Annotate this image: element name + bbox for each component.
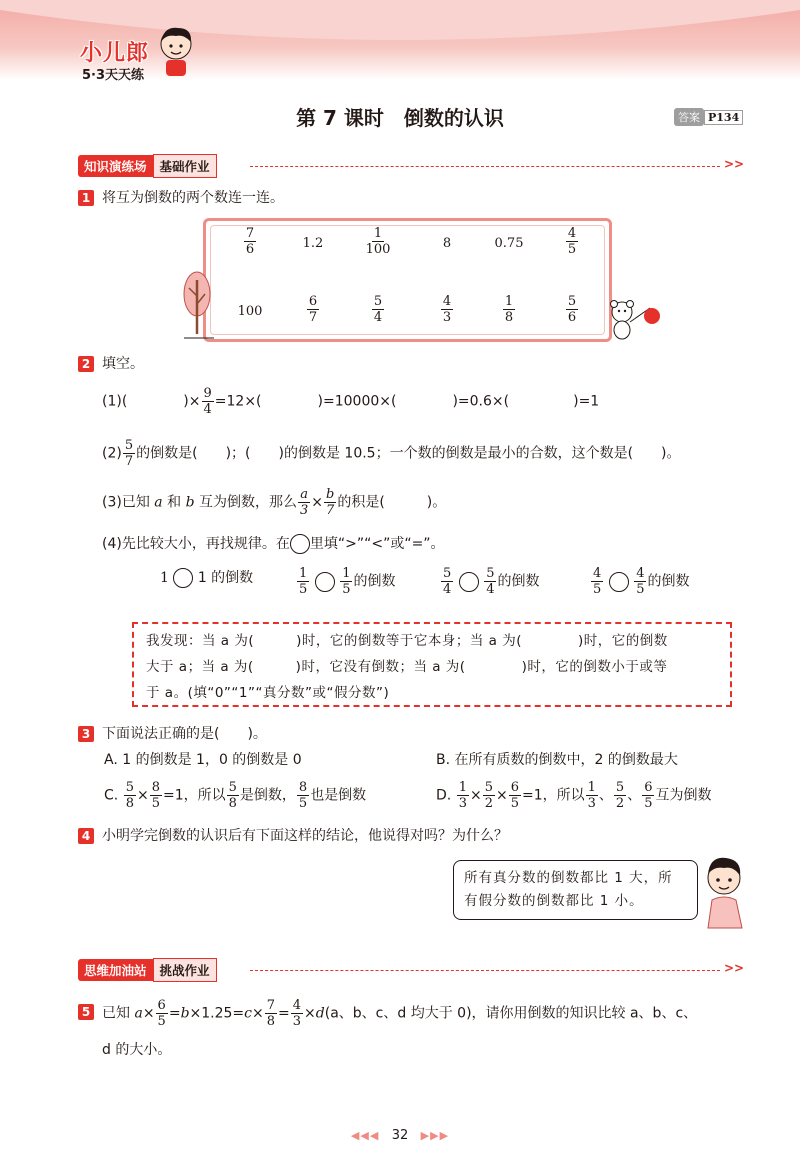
q2-p1-a: (1)( (102, 393, 128, 410)
q2-p3-times: × (311, 494, 323, 511)
matching-bottom-item-2[interactable] (283, 294, 343, 325)
frac-num: 5 (124, 438, 134, 453)
compare-item-2 (296, 566, 395, 597)
frac-den: 4 (373, 310, 383, 325)
compare-circle-icon (290, 534, 310, 554)
q5-times-2: × (252, 1005, 264, 1022)
q5-mid1: ×1.25= (189, 1005, 245, 1022)
speech-bubble (453, 860, 698, 920)
frac-num: 5 (567, 294, 577, 309)
c3-left-frac (441, 566, 453, 597)
boy-xiaoming-icon (700, 852, 750, 930)
frac-num: 1 (504, 294, 514, 309)
q2-p1-fraction (202, 386, 214, 417)
question-2-number: 2 (78, 356, 94, 372)
section-challenge-tag-a: 思维加油站 (78, 959, 153, 981)
discovery-line-3: 于 a。(填“0”“1”“真分数”或“假分数”) (146, 685, 390, 701)
q2-p3-var-a: a (154, 494, 163, 511)
q2-p4-text2: 里填“>”“<”或“=”。 (309, 536, 445, 552)
q2-p1-e: )=0.6×( (452, 393, 510, 410)
q3-d-end: 互为倒数 (655, 787, 712, 804)
frac-den: 5 (342, 582, 351, 597)
compare-circle-1[interactable] (173, 568, 193, 588)
q3-d-times2: × (495, 787, 508, 804)
q3-d-f5 (614, 780, 626, 811)
q3-d-comma1: 、 (598, 787, 613, 804)
c2-right-frac (340, 566, 352, 597)
compare-item-4 (590, 566, 689, 597)
question-5-line2: d 的大小。 (102, 1042, 172, 1058)
matching-bottom-item-1[interactable] (220, 294, 280, 319)
matching-bottom-item-3[interactable] (348, 294, 408, 325)
frac-den: 5 (644, 796, 653, 811)
q2-p1-b: )× (183, 393, 201, 410)
q2-p3-fraction1 (298, 487, 310, 518)
q5-var-a: a (134, 1005, 143, 1022)
c3-right-frac (484, 566, 496, 597)
q2-p3-c: 互为倒数，那么 (198, 494, 297, 511)
bear-icon (604, 296, 664, 342)
q2-part1 (102, 386, 599, 417)
matching-fraction (566, 294, 578, 325)
c1-right: 1 的倒数 (197, 570, 254, 586)
q5-var-c: c (244, 1005, 253, 1022)
discovery-line-2: 大于 a；当 a 为( )时，它没有倒数；当 a 为( )时，它的倒数小于或等 (146, 659, 668, 675)
q3-d-f2 (483, 780, 495, 811)
q5-rest: (a、b、c、d 均大于 0)，请你用倒数的知识比较 a、b、c、 (324, 1005, 698, 1022)
frac-num: 4 (442, 294, 452, 309)
compare-item-1 (160, 568, 253, 588)
matching-fraction (372, 294, 384, 325)
matching-top-item-6[interactable] (542, 226, 602, 257)
frac-num: 5 (615, 780, 625, 795)
q5-f3 (291, 998, 303, 1029)
frac-den: 5 (510, 796, 519, 811)
q3-d-f3 (509, 780, 521, 811)
frac-num: a (300, 487, 308, 502)
frac-den: 8 (228, 796, 237, 811)
c2-suffix: 的倒数 (353, 573, 396, 590)
c2-left-frac (297, 566, 309, 597)
frac-num: 1 (587, 780, 596, 795)
matching-top-item-4[interactable] (417, 226, 477, 251)
c4-right-frac (634, 566, 646, 597)
q5-var-d: d (315, 1005, 325, 1022)
frac-den: 8 (125, 796, 134, 811)
frac-num: 5 (125, 780, 134, 795)
frac-num: 8 (151, 780, 160, 795)
frac-num: 4 (636, 566, 645, 581)
frac-num: 7 (266, 998, 276, 1013)
q5-eq2: = (278, 1005, 290, 1022)
frac-num: 1 (373, 226, 383, 241)
answer-page-label: P134 (704, 110, 743, 125)
q3-c-f4 (297, 780, 309, 811)
q3-c-times: × (136, 787, 149, 804)
frac-den: 6 (567, 310, 577, 325)
frac-den: 6 (245, 242, 255, 257)
c4-left-frac (591, 566, 603, 597)
matching-fraction (244, 226, 256, 257)
compare-circle-2[interactable] (315, 572, 335, 592)
question-4-number: 4 (78, 828, 94, 844)
q5-pre: 已知 (102, 1005, 130, 1022)
q3-c-pre: C. (104, 787, 119, 804)
matching-fraction (441, 294, 453, 325)
section-challenge-heading (78, 960, 217, 980)
matching-value: 0.75 (494, 236, 524, 251)
frac-num: 5 (443, 566, 452, 581)
frac-den: 3 (299, 503, 309, 518)
q3-c-end: 也是倒数 (310, 787, 367, 804)
frac-num: 9 (203, 386, 212, 401)
q5-times-3: × (304, 1005, 316, 1022)
matching-fraction (364, 226, 393, 257)
matching-value: 100 (237, 304, 263, 319)
q5-var-b: b (180, 1005, 190, 1022)
q2-p3-b: 和 (167, 494, 182, 511)
c4-suffix: 的倒数 (647, 573, 690, 590)
section-basic-tag-b: 基础作业 (153, 154, 217, 178)
footer-left-arrows-icon: ◀◀◀ (350, 1129, 380, 1142)
question-4-text: 小明学完倒数的认识后有下面这样的结论，他说得对吗？为什么？ (102, 828, 508, 844)
compare-circle-4[interactable] (609, 572, 629, 592)
frac-num: 1 (299, 566, 308, 581)
q2-p3-var-b: b (185, 494, 195, 511)
frac-den: 4 (203, 402, 212, 417)
frac-num: 6 (510, 780, 519, 795)
q3-option-c[interactable] (104, 780, 366, 811)
q2-p4-text: (4)先比较大小，再找规律。在 (102, 536, 290, 552)
q3-option-d[interactable] (436, 780, 711, 811)
discovery-line-1: 我发现：当 a 为( )时，它的倒数等于它本身；当 a 为( )时，它的倒数 (146, 633, 668, 649)
matching-value: 1.2 (302, 236, 324, 251)
compare-item-3 (440, 566, 539, 597)
frac-den: 8 (266, 1014, 276, 1029)
frac-den: 3 (292, 1014, 302, 1029)
frac-den: 100 (365, 242, 391, 257)
q2-p3-d: 的积是( )。 (337, 494, 447, 511)
q2-part2 (102, 438, 681, 469)
matching-top-item-1[interactable] (220, 226, 280, 257)
section-arrow-icon-2: >> (724, 961, 745, 975)
q2-p1-d: )=10000×( (317, 393, 397, 410)
matching-bottom-item-6[interactable] (542, 294, 602, 325)
frac-num: 5 (373, 294, 383, 309)
frac-num: 6 (157, 998, 166, 1013)
q3-c-f1 (124, 780, 136, 811)
section-basic-tag-a: 知识演练场 (78, 155, 153, 177)
frac-num: 8 (298, 780, 308, 795)
q2-p2-fraction (123, 438, 135, 469)
page-number (0, 1128, 800, 1143)
bubble-line-2: 有假分数的倒数都比 1 小。 (464, 893, 644, 909)
frac-num: 5 (486, 566, 495, 581)
q2-p3-fraction2 (324, 487, 336, 518)
frac-den: 4 (486, 582, 495, 597)
frac-num: 4 (567, 226, 577, 241)
section-arrow-icon: >> (724, 157, 745, 171)
q3-c-f3 (227, 780, 239, 811)
frac-den: 7 (308, 310, 318, 325)
frac-den: 7 (326, 503, 335, 518)
q5-eq1: = (168, 1005, 181, 1022)
compare-circle-3[interactable] (459, 572, 479, 592)
q3-d-mid: =1，所以 (522, 787, 585, 804)
frac-den: 3 (458, 796, 467, 811)
matching-top-item-5[interactable] (479, 226, 539, 251)
matching-fraction (503, 294, 515, 325)
c1-left: 1 (160, 570, 169, 586)
bubble-line-1: 所有真分数的倒数都比 1 大，所 (464, 870, 673, 886)
frac-num: 6 (644, 780, 653, 795)
matching-fraction (566, 226, 578, 257)
question-5-number: 5 (78, 1004, 94, 1020)
frac-den: 2 (615, 796, 625, 811)
frac-den: 3 (442, 310, 452, 325)
frac-den: 5 (567, 242, 577, 257)
footer-right-arrows-icon: ▶▶▶ (420, 1129, 450, 1142)
frac-num: b (326, 487, 335, 502)
q3-d-f1 (457, 780, 469, 811)
q2-p2-b: 的倒数是( )；( )的倒数是 10.5；一个数的倒数是最小的合数，这个数是( )。 (136, 445, 681, 462)
frac-den: 5 (636, 582, 645, 597)
mascot-boy-icon (154, 22, 198, 78)
q3-d-times1: × (469, 787, 482, 804)
section-basic-heading (78, 156, 217, 176)
section-divider (250, 166, 720, 167)
q3-d-pre: D. (436, 787, 452, 804)
q2-part3 (102, 487, 446, 518)
q2-p1-c: =12×( (214, 393, 262, 410)
q3-c-mid2: 是倒数， (239, 787, 296, 804)
page-number-value: 32 (391, 1128, 409, 1143)
q3-c-mid1: =1，所以 (162, 787, 226, 804)
frac-den: 5 (151, 796, 160, 811)
question-5-text (102, 998, 697, 1029)
matching-value: 8 (442, 236, 452, 251)
question-1-number: 1 (78, 190, 94, 206)
frac-den: 2 (484, 796, 493, 811)
frac-num: 5 (228, 780, 237, 795)
frac-num: 4 (593, 566, 602, 581)
q3-d-f6 (642, 780, 654, 811)
q2-part4 (102, 534, 445, 554)
frac-num: 6 (308, 294, 318, 309)
matching-top-item-3[interactable] (348, 226, 408, 257)
frac-den: 5 (157, 1014, 166, 1029)
q2-p1-f: )=1 (573, 393, 600, 410)
section-divider-2 (250, 970, 720, 971)
question-3-number: 3 (78, 726, 94, 742)
matching-bottom-item-4[interactable] (417, 294, 477, 325)
frac-den: 5 (298, 796, 308, 811)
page-title: 第 7 课时 倒数的认识 (296, 106, 504, 130)
discovery-box (132, 622, 732, 707)
frac-num: 7 (245, 226, 255, 241)
q2-p2-a: (2) (102, 445, 122, 462)
frac-num: 4 (292, 998, 302, 1013)
question-2-text: 填空。 (102, 356, 144, 372)
question-3-text: 下面说法正确的是( )。 (102, 726, 267, 742)
q3-option-a[interactable]: A. 1 的倒数是 1，0 的倒数是 0 (104, 752, 302, 768)
q3-c-f2 (150, 780, 162, 811)
q3-d-comma2: 、 (627, 787, 642, 804)
c3-suffix: 的倒数 (497, 573, 540, 590)
q5-f1 (156, 998, 168, 1029)
frac-num: 1 (342, 566, 351, 581)
matching-fraction (307, 294, 319, 325)
q5-f2 (265, 998, 277, 1029)
frac-den: 4 (443, 582, 452, 597)
matching-top-item-2[interactable] (283, 226, 343, 251)
frac-den: 7 (124, 454, 134, 469)
section-challenge-tag-b: 挑战作业 (153, 958, 217, 982)
question-1-text: 将互为倒数的两个数连一连。 (102, 190, 284, 206)
matching-bottom-item-5[interactable] (479, 294, 539, 325)
q5-times-1: × (142, 1005, 155, 1022)
frac-den: 8 (504, 310, 514, 325)
frac-num: 5 (484, 780, 493, 795)
answer-reference (674, 108, 743, 126)
brand-logo-bottom: 5·3天天练 (82, 68, 145, 83)
q3-option-b[interactable]: B. 在所有质数的倒数中，2 的倒数最大 (436, 752, 678, 768)
frac-num: 1 (458, 780, 467, 795)
brand-logo-top: 小儿郎 (80, 41, 150, 66)
frac-den: 5 (593, 582, 602, 597)
answer-key-label: 答案 (674, 108, 704, 126)
frac-den: 5 (299, 582, 308, 597)
frac-den: 3 (587, 796, 596, 811)
q2-p3-a: (3)已知 (102, 494, 150, 511)
tree-icon (180, 270, 214, 342)
q3-d-f4 (586, 780, 598, 811)
